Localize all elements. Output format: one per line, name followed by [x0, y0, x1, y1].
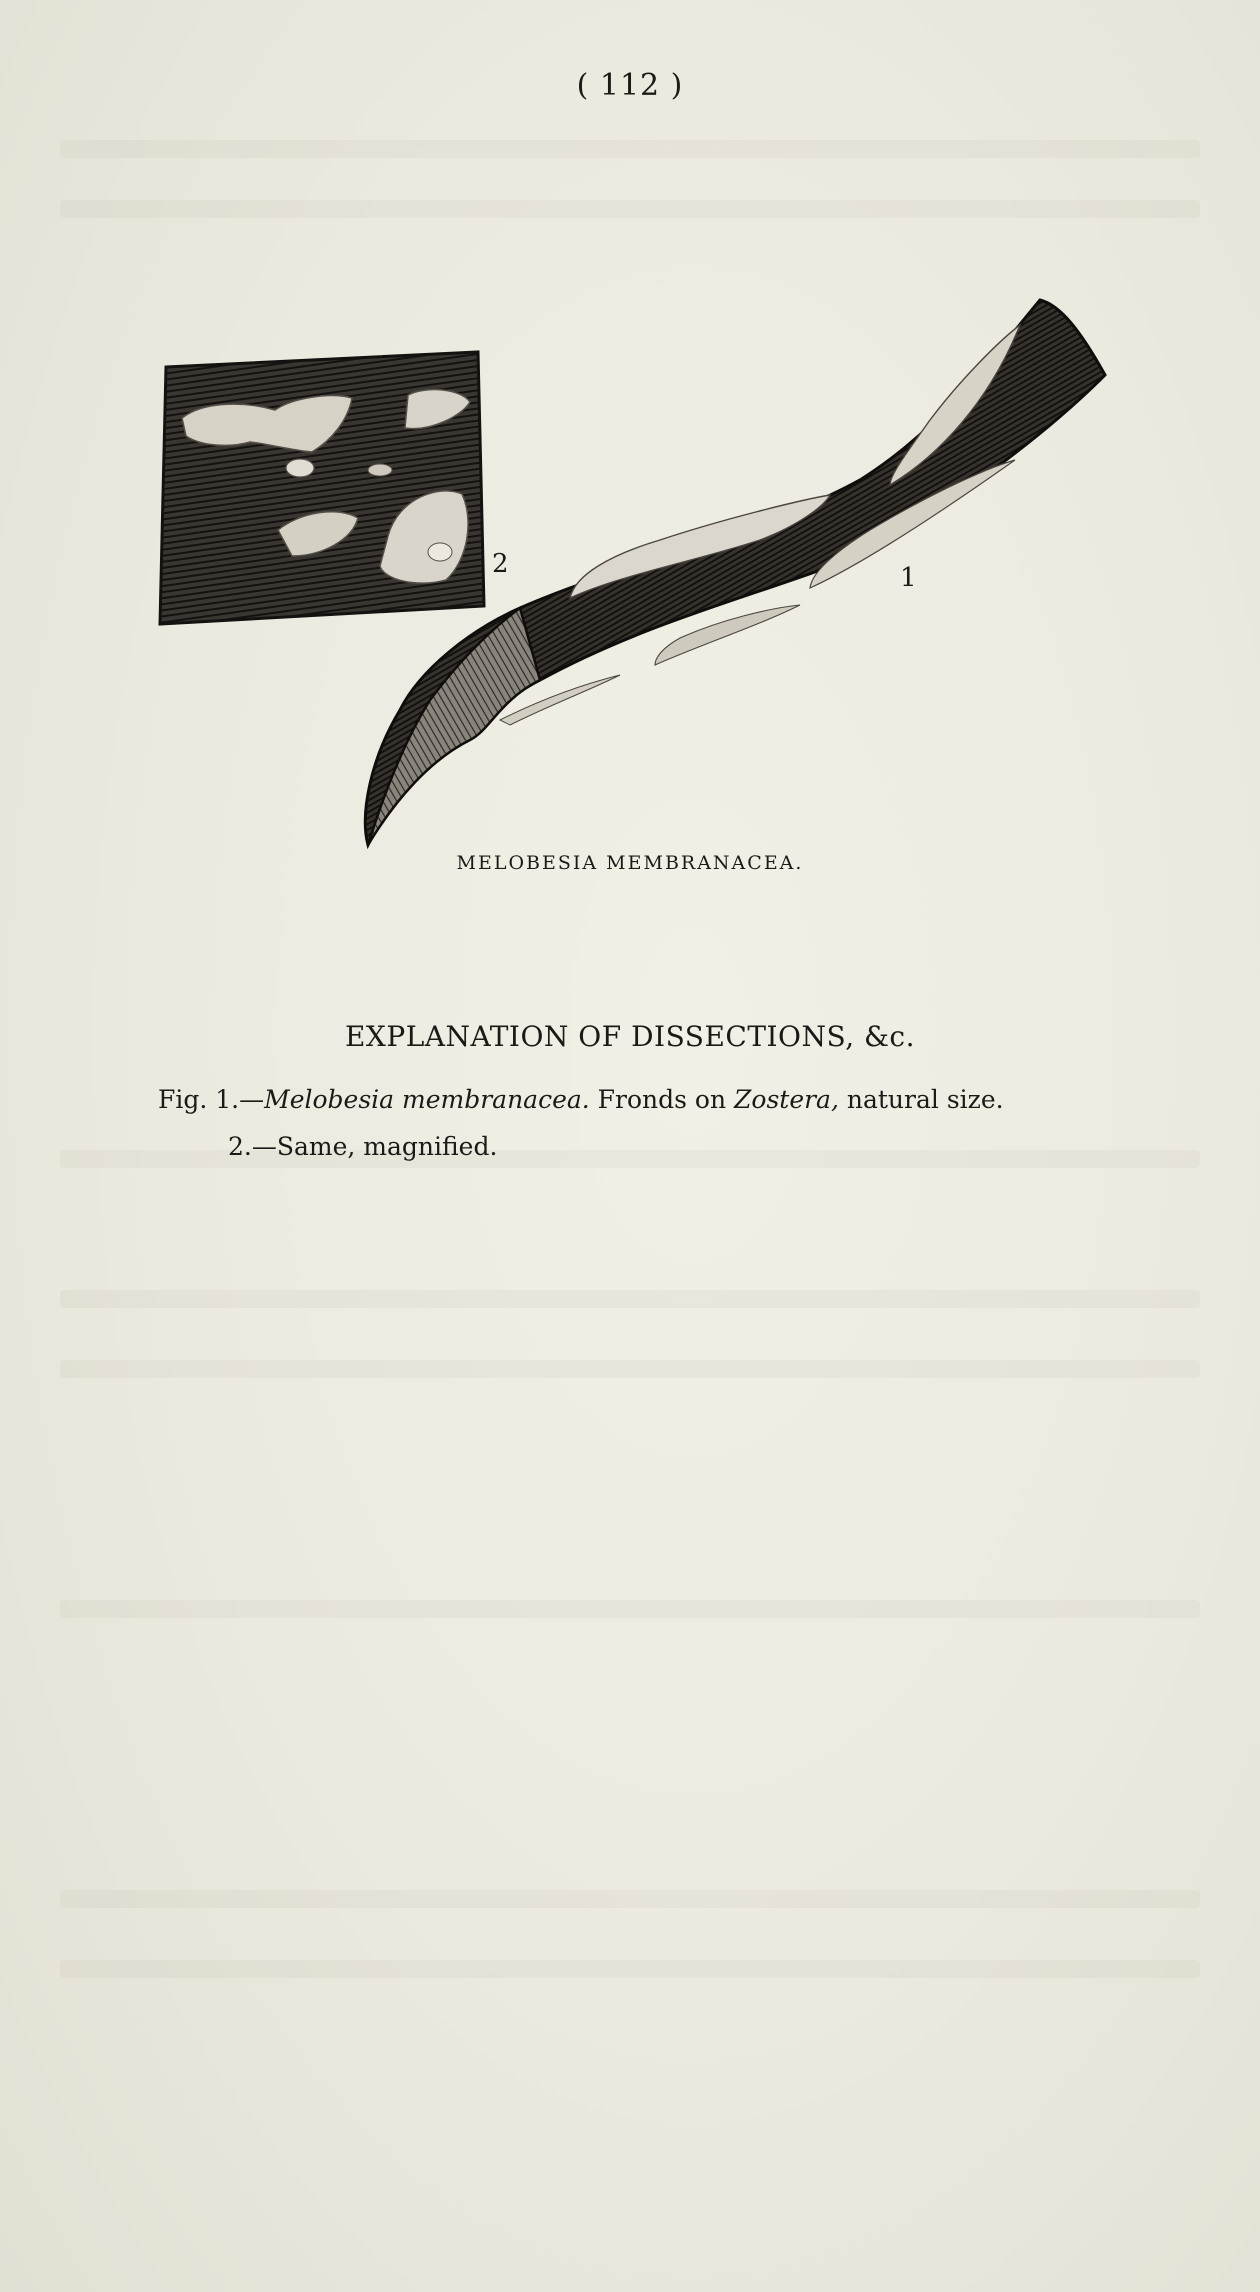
fig1-prefix: Fig. 1.—: [158, 1085, 265, 1114]
section-title: EXPLANATION OF DISSECTIONS, &c.: [344, 1020, 916, 1053]
bleed-through-line: [60, 1360, 1200, 1378]
explanation-line-fig2: 2.—Same, magnified.: [228, 1132, 498, 1161]
fig1-species: Melobesia membranacea.: [264, 1085, 590, 1114]
fig1-middle: Fronds on: [589, 1085, 735, 1114]
fig1-host: Zostera,: [734, 1085, 839, 1114]
figure-2-label: 2: [492, 549, 509, 579]
figure-2-magnified: [160, 352, 484, 624]
fig1-suffix: natural size.: [838, 1085, 1004, 1114]
engraving-plate: [0, 0, 1260, 900]
figure-1-label: 1: [900, 563, 917, 593]
bleed-through-line: [60, 1890, 1200, 1908]
page-number: ( 112 ): [576, 68, 684, 103]
explanation-line-fig1: [158, 1085, 1004, 1114]
bleed-through-line: [60, 1960, 1200, 1978]
bleed-through-line: [60, 1290, 1200, 1308]
plate-caption: MELOBESIA MEMBRANACEA.: [456, 852, 804, 874]
bleed-through-line: [60, 1600, 1200, 1618]
